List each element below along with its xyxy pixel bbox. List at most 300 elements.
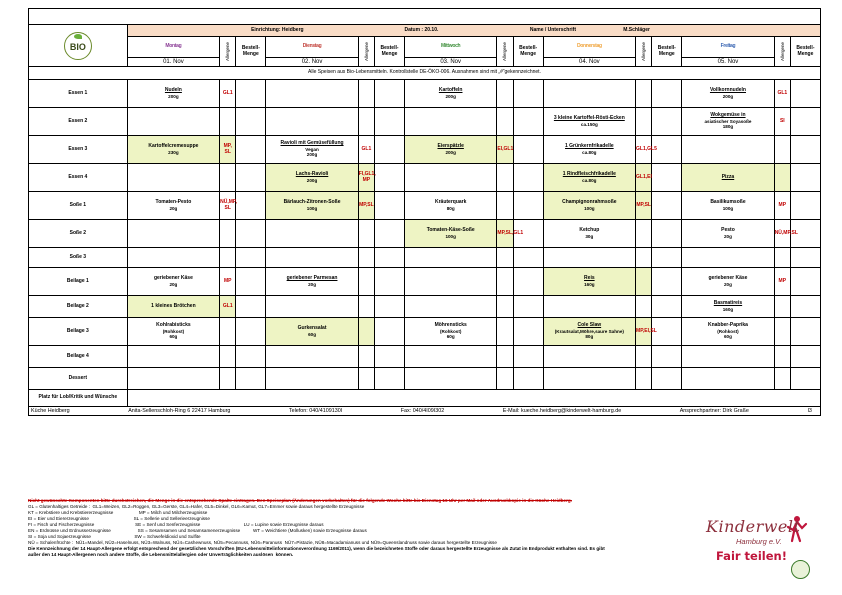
meal-cell[interactable] xyxy=(266,164,358,192)
order-quantity-cell[interactable] xyxy=(790,80,820,108)
allergen-cell xyxy=(497,108,513,136)
meal-cell[interactable] xyxy=(404,248,496,268)
allergen-cell: MP,SL xyxy=(358,192,374,220)
menu-row xyxy=(29,192,821,220)
allergen-cell xyxy=(774,164,790,192)
meal-cell[interactable] xyxy=(682,80,774,108)
dish-name: Basmatireis xyxy=(713,299,743,306)
allergen-cell xyxy=(636,108,652,136)
meal-cell[interactable] xyxy=(682,108,774,136)
menu-row xyxy=(29,108,821,136)
order-quantity-cell[interactable] xyxy=(513,164,543,192)
order-notice: Nicht gewünschte Komponenten bitte durchstreichen, die Menge in die entsprechende Spalte eintragen. Den Speiseplan (Änderungen vorbehalten) für die folgende Woche bitte bis Dienstag 16 Uhr per Mail oder Ausdruckkopie in die Küche Heidberg. xyxy=(28,498,572,503)
allergen-cell xyxy=(358,108,374,136)
meal-cell[interactable] xyxy=(404,296,496,318)
allergen-cell: MP xyxy=(220,268,236,296)
meal-cell[interactable] xyxy=(404,108,496,136)
allergen-cell xyxy=(774,318,790,346)
meal-cell[interactable] xyxy=(682,268,774,296)
legend-line: außer den 14 Haupt-Allergenen noch andere Stoffe, die Lebensmittelallergien oder Unverträglichkeiten auslösen können. xyxy=(28,551,294,557)
order-quantity-cell[interactable] xyxy=(375,296,405,318)
allergen-cell: SI xyxy=(774,108,790,136)
meal-cell[interactable] xyxy=(682,136,774,164)
footer-fax: Fax: 040/4I09I302 xyxy=(400,408,445,414)
bestellmenge-header: Bestell- Menge xyxy=(236,37,266,67)
footer-address: Anita-Sellenschloh-Ring 6 22417 Hamburg xyxy=(128,408,231,414)
order-quantity-cell[interactable] xyxy=(375,346,405,368)
allergene-header: Allergene xyxy=(636,37,652,67)
order-quantity-cell[interactable] xyxy=(513,368,543,390)
allergen-cell: NÜ,MP,SL xyxy=(774,220,790,248)
allergen-cell: MP, SL xyxy=(220,136,236,164)
meal-cell[interactable] xyxy=(266,368,358,390)
dish-name: Kräuterquark xyxy=(434,198,467,205)
meal-cell[interactable] xyxy=(266,248,358,268)
meal-cell[interactable] xyxy=(543,108,635,136)
footer-line xyxy=(28,407,821,416)
allergen-cell xyxy=(497,248,513,268)
dish-name: Reis xyxy=(584,274,595,281)
dish-name: Vollkornnudeln xyxy=(709,86,746,93)
meal-cell[interactable] xyxy=(127,136,219,164)
allergen-cell xyxy=(358,220,374,248)
order-quantity-cell[interactable] xyxy=(790,368,820,390)
feedback-field[interactable] xyxy=(127,390,820,407)
meal-cell[interactable] xyxy=(543,318,635,346)
meal-cell[interactable] xyxy=(543,248,635,268)
allergen-cell xyxy=(220,318,236,346)
meal-cell[interactable] xyxy=(266,268,358,296)
order-quantity-cell[interactable] xyxy=(236,346,266,368)
allergen-cell xyxy=(636,268,652,296)
order-quantity-cell[interactable] xyxy=(375,248,405,268)
dish-portion: 230g xyxy=(168,149,179,155)
day-name: Montag xyxy=(127,37,219,58)
order-quantity-cell[interactable] xyxy=(790,296,820,318)
meal-cell[interactable] xyxy=(543,368,635,390)
allergen-cell: GL1 xyxy=(358,136,374,164)
dish-portion: ca.150g xyxy=(580,121,598,127)
order-quantity-cell[interactable] xyxy=(513,268,543,296)
allergen-cell xyxy=(497,80,513,108)
allergene-header: Allergene xyxy=(774,37,790,67)
menu-row xyxy=(29,80,821,108)
order-quantity-cell[interactable] xyxy=(236,296,266,318)
allergen-cell xyxy=(774,296,790,318)
meal-cell[interactable] xyxy=(404,136,496,164)
allergen-cell: GL1 xyxy=(774,80,790,108)
allergen-cell xyxy=(774,248,790,268)
allergen-cell xyxy=(636,368,652,390)
dish-name: Kartoffeln xyxy=(438,86,463,93)
order-quantity-cell[interactable] xyxy=(652,268,682,296)
legend-line: GL = Glutenhaltiges Getreide : GL1=Weizen, GL2=Roggen, GL3=Gerste, GL4=Hafer, GL5=Dinkel, GL6=Kamut, GL7=Emmer sowie daraus hergestellte Erzeugnisse xyxy=(28,503,365,509)
allergen-cell xyxy=(497,268,513,296)
order-quantity-cell[interactable] xyxy=(236,268,266,296)
dish-portion: 60g xyxy=(308,331,316,337)
allergen-cell xyxy=(636,220,652,248)
meal-cell[interactable] xyxy=(266,318,358,346)
dish-portion: 100g xyxy=(445,233,456,239)
order-quantity-cell[interactable] xyxy=(236,164,266,192)
meal-cell[interactable] xyxy=(127,80,219,108)
dish-portion: 160g xyxy=(722,306,734,312)
order-quantity-cell[interactable] xyxy=(790,268,820,296)
meal-cell[interactable] xyxy=(127,108,219,136)
meal-cell[interactable] xyxy=(127,296,219,318)
dish-portion: 200g xyxy=(445,93,456,99)
dish-name: Wokgemüse in xyxy=(710,112,746,119)
kinderwelt-logo xyxy=(706,515,816,585)
bestellmenge-header: Bestell- Menge xyxy=(375,37,405,67)
order-quantity-cell[interactable] xyxy=(652,346,682,368)
meal-cell[interactable] xyxy=(127,192,219,220)
allergene-header: Allergene xyxy=(497,37,513,67)
meal-cell[interactable] xyxy=(127,346,219,368)
order-quantity-cell[interactable] xyxy=(375,136,405,164)
allergen-cell xyxy=(497,318,513,346)
order-quantity-cell[interactable] xyxy=(790,192,820,220)
meal-cell[interactable] xyxy=(682,192,774,220)
allergen-cell: MP,SL,GL1 xyxy=(497,220,513,248)
order-quantity-cell[interactable] xyxy=(375,164,405,192)
allergen-cell xyxy=(636,80,652,108)
dish-portion: 20g xyxy=(169,205,178,211)
meal-cell[interactable] xyxy=(266,192,358,220)
meal-cell[interactable] xyxy=(404,164,496,192)
dish-note: (Rohkost) xyxy=(717,329,739,335)
meal-cell[interactable] xyxy=(404,368,496,390)
order-quantity-cell[interactable] xyxy=(236,108,266,136)
top-blank-row xyxy=(29,9,821,25)
dish-name: Eierspätzle xyxy=(437,142,464,149)
dish-name: 1 Grünkernfrikadelle xyxy=(565,142,614,149)
row-label: Beilage 4 xyxy=(29,346,128,368)
dish-note: (Rohkost) xyxy=(439,329,462,335)
dish-portion: 30g xyxy=(585,233,594,239)
dish-name: Pesto xyxy=(721,226,735,233)
dish-name: Gurkensalat xyxy=(297,324,327,331)
dish-name: Ketchup xyxy=(579,226,600,233)
footer-email[interactable]: E-Mail: kueche.heidberg@kinderwelt-hamburg.de xyxy=(502,408,622,414)
brand-name: Kinderwelt xyxy=(706,517,801,536)
dish-name: geriebener Parmesan xyxy=(286,274,338,281)
dish-name: Tomaten-Pesto xyxy=(155,198,192,205)
dish-portion: 200g xyxy=(306,177,318,183)
dish-note: asiatischer Soyasoße xyxy=(704,119,752,125)
legend-line: Die Kennzeichnung der 14 Haupt-Allergene erfolgt entsprechend der gesetzlichen Vorschriften (EU-Lebensmittelinformationsverordnung 1169/2011), wenn die bezeichneten Stoffe oder daraus hergestellte Erzeugnisse als Zutat im Endprodukt enthalten sind. Es gibt xyxy=(28,545,605,551)
meal-cell[interactable] xyxy=(404,268,496,296)
menu-row xyxy=(29,248,821,268)
day-name: Dienstag xyxy=(266,37,358,58)
order-quantity-cell[interactable] xyxy=(236,318,266,346)
dish-name: geriebener Käse xyxy=(708,274,748,281)
meal-cell[interactable] xyxy=(543,220,635,248)
day-date: 05. Nov xyxy=(682,58,774,67)
allergen-cell: EI,GL1 xyxy=(497,136,513,164)
row-label: Essen 4 xyxy=(29,164,128,192)
meal-cell[interactable] xyxy=(543,268,635,296)
meal-cell[interactable] xyxy=(682,248,774,268)
dish-portion: 100g xyxy=(584,205,595,211)
dish-portion: 200g xyxy=(722,93,734,99)
bestellmenge-header: Bestell- Menge xyxy=(652,37,682,67)
meal-cell[interactable] xyxy=(543,346,635,368)
dish-name: Lachs-Ravioli xyxy=(295,170,329,177)
order-quantity-cell[interactable] xyxy=(375,220,405,248)
meal-cell[interactable] xyxy=(127,164,219,192)
allergen-cell: MP,SL xyxy=(636,192,652,220)
menu-row xyxy=(29,136,821,164)
allergen-legend xyxy=(28,498,688,558)
allergen-cell xyxy=(358,296,374,318)
row-label: Beilage 3 xyxy=(29,318,128,346)
meal-cell[interactable] xyxy=(543,296,635,318)
meal-cell[interactable] xyxy=(682,296,774,318)
order-quantity-cell[interactable] xyxy=(375,368,405,390)
day-name: Mittwoch xyxy=(404,37,496,58)
brand-tagline: Fair teilen! xyxy=(716,549,787,563)
meal-cell[interactable] xyxy=(404,346,496,368)
order-quantity-cell[interactable] xyxy=(375,108,405,136)
meal-cell[interactable] xyxy=(127,268,219,296)
allergen-cell: GL1 xyxy=(220,296,236,318)
footer-contact: Ansprechpartner: Dirk Graße xyxy=(679,408,749,414)
meal-cell[interactable] xyxy=(682,346,774,368)
allergen-cell xyxy=(497,368,513,390)
allergen-cell: FI,GL1, MP xyxy=(358,164,374,192)
meal-cell[interactable] xyxy=(682,368,774,390)
row-label: Essen 2 xyxy=(29,108,128,136)
dish-name: Cole Slaw xyxy=(577,322,602,329)
order-quantity-cell[interactable] xyxy=(236,136,266,164)
allergene-header: Allergene xyxy=(358,37,374,67)
allergen-cell: GL1 xyxy=(220,80,236,108)
allergen-cell xyxy=(636,248,652,268)
dish-note: Vegan xyxy=(305,147,319,153)
legend-line: EI = Eier und Eiererzeugnisse SL = Sellerie und Sellerieerzeugnisse xyxy=(28,515,210,521)
meal-cell[interactable] xyxy=(266,346,358,368)
allergen-cell xyxy=(636,346,652,368)
order-quantity-cell[interactable] xyxy=(652,192,682,220)
meal-cell[interactable] xyxy=(127,368,219,390)
menu-row xyxy=(29,318,821,346)
footer-phone: Telefon: 040/4109130I xyxy=(288,408,343,414)
order-quantity-cell[interactable] xyxy=(790,346,820,368)
dish-name: Ravioli mit Gemüsefüllung xyxy=(280,140,344,147)
order-quantity-cell[interactable] xyxy=(790,136,820,164)
dish-portion: 20g xyxy=(308,281,316,287)
dish-name: geriebener Käse xyxy=(153,274,193,281)
order-quantity-cell[interactable] xyxy=(652,368,682,390)
menu-row xyxy=(29,164,821,192)
day-date: 01. Nov xyxy=(127,58,219,67)
feedback-label: Platz für Lob/Kritik und Wünsche xyxy=(29,390,128,407)
meal-cell[interactable] xyxy=(543,136,635,164)
allergen-cell xyxy=(636,296,652,318)
dish-portion: 60g xyxy=(169,334,178,340)
meal-cell[interactable] xyxy=(127,248,219,268)
dish-portion: 20g xyxy=(724,233,732,239)
dish-portion: 80g xyxy=(585,334,594,340)
meal-cell[interactable] xyxy=(543,192,635,220)
name-value[interactable]: M.Schläger xyxy=(623,26,650,33)
order-quantity-cell[interactable] xyxy=(652,164,682,192)
dish-name: Pizza xyxy=(721,173,735,180)
order-quantity-cell[interactable] xyxy=(513,108,543,136)
allergen-cell: MP,EI,SL xyxy=(636,318,652,346)
brand-city: Hamburg e.V. xyxy=(736,537,782,546)
legend-line: SI = Soja und Sojaerzeugnisse SW = Schwefeldioxid und Sulfite xyxy=(28,533,201,539)
meal-cell[interactable] xyxy=(543,80,635,108)
allergen-cell xyxy=(497,296,513,318)
order-quantity-cell[interactable] xyxy=(236,192,266,220)
dish-portion: 20g xyxy=(724,281,732,287)
order-quantity-cell[interactable] xyxy=(513,192,543,220)
order-quantity-cell[interactable] xyxy=(790,318,820,346)
meal-cell[interactable] xyxy=(127,220,219,248)
allergen-cell: GL1,EI xyxy=(636,164,652,192)
bestellmenge-header: Bestell- Menge xyxy=(790,37,820,67)
row-label: Essen 1 xyxy=(29,80,128,108)
order-quantity-cell[interactable] xyxy=(236,248,266,268)
order-quantity-cell[interactable] xyxy=(652,108,682,136)
legend-line: NÜ = Schalenfrüchte : NÜ1=Mandel, NÜ2=Haselnuss, NÜ3=Walnuss, NÜ4=Cashewnuss, NÜ5=Pecannuss, NÜ6=Paranuss NÜ7=Pistazie, NÜ8=Macadamianuss und NÜ9=Queenslandnuss sowie daraus hergestellte Erzeugnisse xyxy=(28,539,497,545)
row-label: Soße 1 xyxy=(29,192,128,220)
meal-cell[interactable] xyxy=(127,318,219,346)
order-quantity-cell[interactable] xyxy=(652,248,682,268)
menu-row xyxy=(29,220,821,248)
allergen-cell xyxy=(774,346,790,368)
dish-portion: ca.80g xyxy=(582,149,597,155)
meal-cell[interactable] xyxy=(682,318,774,346)
dish-name: 3 kleine Kartoffel-Rösti-Ecken xyxy=(553,114,625,121)
row-label: Beilage 1 xyxy=(29,268,128,296)
allergen-cell xyxy=(220,220,236,248)
day-name: Donnerstag xyxy=(543,37,635,58)
order-quantity-cell[interactable] xyxy=(513,248,543,268)
row-label: Essen 3 xyxy=(29,136,128,164)
meal-cell[interactable] xyxy=(266,220,358,248)
dish-portion: 100g xyxy=(306,205,318,211)
order-quantity-cell[interactable] xyxy=(375,192,405,220)
legend-line: EN = Erdnüsse und Erdnusserzeugnisse SS = Sesamsamen und Sesamsamenerzeugnisse WT = Weichtiere (Mollusken) sowie Erzeugnisse daraus xyxy=(28,527,367,533)
meal-cell[interactable] xyxy=(266,136,358,164)
legend-line: FI = Fisch und Fischerzeugnisse SE = Senf und Senferzeugnisse LU = Lupine sowie Erzeugnisse daraus xyxy=(28,521,324,527)
bio-logo-cell xyxy=(29,25,128,67)
order-quantity-cell[interactable] xyxy=(790,108,820,136)
allergen-cell xyxy=(220,248,236,268)
allergen-cell xyxy=(220,346,236,368)
order-quantity-cell[interactable] xyxy=(513,346,543,368)
allergen-cell: NÜ,MP, SL xyxy=(220,192,236,220)
row-label: Dessert xyxy=(29,368,128,390)
allergen-cell xyxy=(774,136,790,164)
menu-table xyxy=(28,8,821,407)
allergen-cell xyxy=(358,80,374,108)
dish-name: Knabber-Paprika xyxy=(707,322,748,329)
dish-name: 1 Rindfleischfrikadelle xyxy=(562,170,616,177)
meal-cell[interactable] xyxy=(682,220,774,248)
day-name: Freitag xyxy=(682,37,774,58)
order-quantity-cell[interactable] xyxy=(236,368,266,390)
order-quantity-cell[interactable] xyxy=(790,164,820,192)
day-date: 04. Nov xyxy=(543,58,635,67)
order-quantity-cell[interactable] xyxy=(375,268,405,296)
dish-portion: ca.80g xyxy=(582,177,597,183)
row-label: Soße 2 xyxy=(29,220,128,248)
menu-row xyxy=(29,296,821,318)
order-quantity-cell[interactable] xyxy=(652,220,682,248)
dish-note: (Rohkost) xyxy=(162,329,185,335)
allergen-cell xyxy=(220,108,236,136)
meal-cell[interactable] xyxy=(404,80,496,108)
bio-logo: BIO xyxy=(64,32,92,60)
legend-line: KT = Krebstiere und Krebstiererzeugnisse MP = Milch und Milcherzeugnisse xyxy=(28,509,208,515)
order-quantity-cell[interactable] xyxy=(236,80,266,108)
menu-row xyxy=(29,268,821,296)
meal-cell[interactable] xyxy=(404,192,496,220)
bestellmenge-header: Bestell- Menge xyxy=(513,37,543,67)
bio-notice: Alle Speisen aus Bio-Lebensmitteln. Kontrollstelle DE-ÖKO-006. Ausnahmen sind mit „#“gekennzeichnet. xyxy=(29,67,821,80)
allergen-cell xyxy=(774,368,790,390)
dish-note: (Krautsalat,Möhre,saure Sahne) xyxy=(554,329,624,335)
meal-cell[interactable] xyxy=(682,164,774,192)
order-quantity-cell[interactable] xyxy=(375,80,405,108)
footer-company: Küche Heidberg xyxy=(31,408,70,414)
order-quantity-cell[interactable] xyxy=(513,80,543,108)
order-quantity-cell[interactable] xyxy=(652,296,682,318)
dish-name: Bärlauch-Zitronen-Soße xyxy=(283,198,341,205)
meal-cell[interactable] xyxy=(404,220,496,248)
meal-cell[interactable] xyxy=(266,108,358,136)
order-quantity-cell[interactable] xyxy=(375,318,405,346)
order-quantity-cell[interactable] xyxy=(513,136,543,164)
order-quantity-cell[interactable] xyxy=(236,220,266,248)
dish-name: Basilikumsoße xyxy=(710,198,746,205)
fair-seal-icon xyxy=(791,560,810,579)
allergen-cell xyxy=(497,346,513,368)
dish-name: Tomaten-Käse-Soße xyxy=(426,226,475,233)
dish-name: 1 kleines Brötchen xyxy=(151,302,196,309)
meal-cell[interactable] xyxy=(543,164,635,192)
allergen-cell xyxy=(358,318,374,346)
allergen-cell: GL1,GL5 xyxy=(636,136,652,164)
allergen-cell xyxy=(358,248,374,268)
order-quantity-cell[interactable] xyxy=(513,296,543,318)
menu-row xyxy=(29,368,821,390)
name-label: Name / Unterschrift xyxy=(529,26,576,33)
row-label: Beilage 2 xyxy=(29,296,128,318)
dish-portion: 180g xyxy=(722,124,734,130)
meal-cell[interactable] xyxy=(404,318,496,346)
row-label: Soße 3 xyxy=(29,248,128,268)
order-quantity-cell[interactable] xyxy=(513,318,543,346)
dish-portion: 200g xyxy=(306,152,318,158)
dish-name: Möhrensticks xyxy=(434,322,467,329)
order-quantity-cell[interactable] xyxy=(652,80,682,108)
dish-portion: 20g xyxy=(169,281,178,287)
datum: Datum : 20.10. xyxy=(404,26,439,33)
meal-cell[interactable] xyxy=(266,296,358,318)
day-date: 02. Nov xyxy=(266,58,358,67)
order-quantity-cell[interactable] xyxy=(790,248,820,268)
meal-cell[interactable] xyxy=(266,80,358,108)
allergen-cell xyxy=(220,368,236,390)
dish-portion: 60g xyxy=(446,334,455,340)
allergen-cell xyxy=(358,268,374,296)
allergene-header: Allergene xyxy=(220,37,236,67)
